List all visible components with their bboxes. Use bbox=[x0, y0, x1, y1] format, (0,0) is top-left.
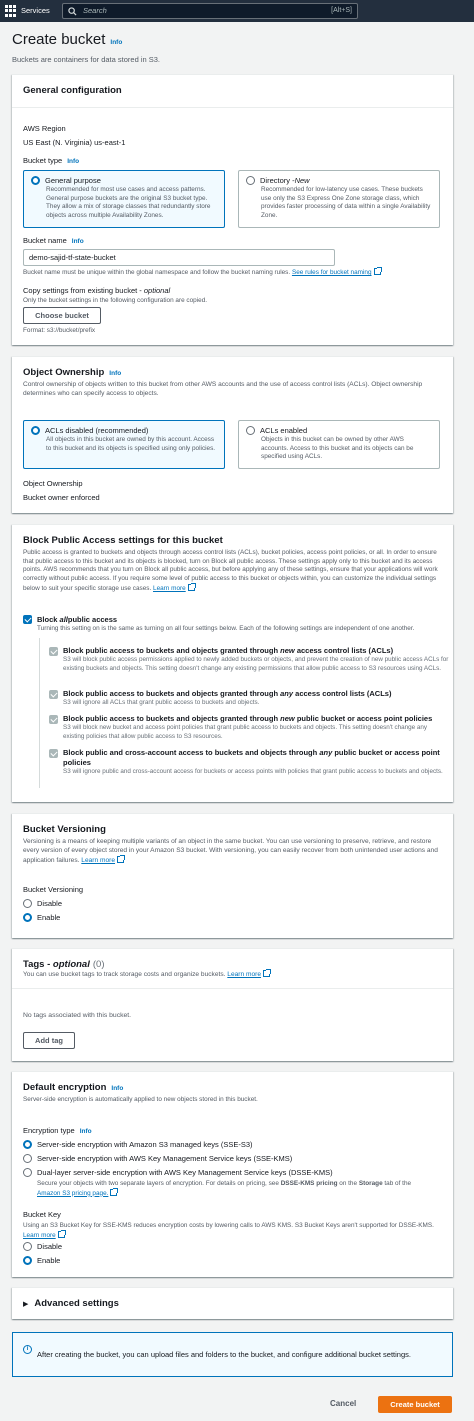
bucket-versioning-panel bbox=[12, 813, 453, 938]
format-hint: Format: s3://bucket/prefix bbox=[23, 327, 96, 334]
bucket-key-disable-option[interactable] bbox=[23, 1242, 62, 1252]
tags-count: (0) bbox=[92, 959, 105, 970]
directory-description: Recommended for low-latency use cases. These buckets use only the S3 Express One Zone storage class, which provides faster processing of data within a single Availability Zone. bbox=[261, 185, 431, 220]
block-any-policies-description: S3 will ignore public and cross-account access for buckets or access points with policies that grant public access to buckets and objects. bbox=[63, 767, 443, 775]
external-link-icon bbox=[110, 1189, 117, 1196]
bucket-key-enable-radio[interactable] bbox=[23, 1256, 32, 1265]
bucket-key-disable-label: Disable bbox=[37, 1242, 63, 1251]
bucket-name-label-text: Bucket name bbox=[23, 236, 67, 245]
page-info-link[interactable]: Info bbox=[110, 39, 123, 46]
block-new-acls-setting bbox=[49, 646, 449, 673]
block-public-access-description-text: Public access is granted to buckets and objects through access control lists (ACLs), bucket policies, access point policies, or all. In order to ensure that public access to this bucket and its objects is blocked, turn on Block all public access. These settings apply only to this bucket and its access points. AWS recommends that you turn on Block all public access, but before applying any of these settings, ensure that your applications will work correctly without public access. If you require some level of public access to this bucket or objects within, you can customize the individual settings below to suit your specific storage use cases. bbox=[23, 549, 438, 592]
block-any-acls-checkbox bbox=[49, 690, 58, 699]
bucket-key-label: Bucket Key bbox=[23, 1210, 61, 1219]
block-any-acls-description: S3 will ignore all ACLs that grant public access to buckets and objects. bbox=[63, 699, 260, 706]
block-all-public-access-checkbox[interactable] bbox=[23, 615, 32, 624]
external-link-icon bbox=[117, 856, 124, 863]
directory-title: Directory - bbox=[260, 176, 295, 185]
object-ownership-info-link[interactable]: Info bbox=[109, 370, 122, 377]
block-all-label-post: public access bbox=[67, 615, 118, 624]
add-tag-button[interactable]: Add tag bbox=[23, 1032, 75, 1049]
bucket-type-label bbox=[23, 156, 79, 166]
versioning-enable-label: Enable bbox=[37, 913, 61, 922]
bucket-name-input[interactable]: demo-sajid-tf-state-bucket bbox=[23, 249, 335, 266]
services-menu[interactable]: Services bbox=[21, 6, 50, 16]
acls-enabled-description: Objects in this bucket can be owned by other AWS accounts. Access to this bucket and its objects can be specified using ACLs. bbox=[261, 435, 414, 461]
block-new-acls-label-pre: Block public access to buckets and objects granted through bbox=[63, 646, 281, 655]
object-ownership-value: Bucket owner enforced bbox=[23, 493, 100, 502]
sse-s3-label: Server-side encryption with Amazon S3 managed keys (SSE-S3) bbox=[37, 1140, 253, 1149]
tags-optional: optional bbox=[52, 959, 90, 970]
block-public-access-learn-more-link[interactable]: Learn more bbox=[153, 584, 186, 592]
aws-region-label: AWS Region bbox=[23, 124, 66, 133]
versioning-enable-option[interactable] bbox=[23, 913, 60, 923]
copy-settings-label-text: Copy settings from existing bucket - bbox=[23, 286, 144, 295]
info-icon: i bbox=[23, 1345, 32, 1354]
bucket-key-description bbox=[23, 1222, 443, 1240]
acls-disabled-description: All objects in this bucket are owned by this account. Access to this bucket and its objects is specified using only policies. bbox=[46, 435, 216, 452]
tags-learn-more-link[interactable]: Learn more bbox=[227, 971, 262, 978]
bucket-versioning-title: Bucket Versioning bbox=[23, 824, 106, 835]
search-placeholder: Search bbox=[83, 6, 107, 16]
advanced-settings-title: Advanced settings bbox=[34, 1298, 119, 1309]
block-new-acls-label-post: access control lists (ACLs) bbox=[294, 646, 394, 655]
block-new-policies-description: S3 will block new bucket and access point policies that grant public access to buckets and objects. This setting doesn't change any existing policies that allow public access to S3 resources. bbox=[63, 724, 428, 740]
tags-empty-message: No tags associated with this bucket. bbox=[23, 1012, 132, 1019]
copy-settings-optional: optional bbox=[143, 286, 171, 295]
external-link-icon bbox=[263, 970, 270, 977]
general-purpose-title: General purpose bbox=[45, 176, 101, 185]
settings-divider-line bbox=[39, 638, 40, 788]
services-grid-icon[interactable] bbox=[5, 5, 17, 17]
block-public-access-title: Block Public Access settings for this bucket bbox=[23, 535, 223, 546]
block-public-access-description bbox=[23, 549, 443, 594]
encryption-type-label bbox=[23, 1126, 92, 1136]
sse-kms-radio[interactable] bbox=[23, 1154, 32, 1163]
block-any-acls-label-pre: Block public access to buckets and objects granted through bbox=[63, 689, 281, 698]
acls-enabled-option[interactable] bbox=[238, 420, 440, 469]
encryption-type-label-text: Encryption type bbox=[23, 1126, 75, 1135]
acls-enabled-title: ACLs enabled bbox=[260, 426, 308, 435]
acls-disabled-title: ACLs disabled (recommended) bbox=[45, 426, 149, 435]
block-any-policies-checkbox bbox=[49, 749, 58, 758]
default-encryption-title-text: Default encryption bbox=[23, 1082, 107, 1093]
page-title-text: Create bucket bbox=[12, 31, 106, 48]
bucket-naming-rules-link[interactable]: See rules for bucket naming bbox=[291, 269, 372, 276]
general-configuration-panel bbox=[12, 74, 453, 345]
block-new-policies-label-em: new bbox=[280, 714, 295, 723]
sse-kms-label: Server-side encryption with AWS Key Management Service keys (SSE-KMS) bbox=[37, 1154, 293, 1163]
block-new-policies-setting bbox=[49, 714, 449, 741]
object-ownership-description: Control ownership of objects written to this bucket from other AWS accounts and the use of access control lists (ACLs). Object ownership determines who can specify access to objects. bbox=[23, 381, 423, 397]
dsse-desc-part2: on the bbox=[337, 1180, 359, 1187]
info-flash-message bbox=[12, 1332, 453, 1377]
general-purpose-description: Recommended for most use cases and access patterns. General purpose buckets are the original S3 bucket type. They allow a mix of storage classes that redundantly store objects across multiple Availability Zones. bbox=[46, 185, 211, 220]
object-ownership-label: Object Ownership bbox=[23, 479, 83, 488]
acls-enabled-radio[interactable] bbox=[246, 426, 255, 435]
dsse-kms-description bbox=[37, 1180, 445, 1198]
sse-kms-option[interactable] bbox=[23, 1154, 292, 1164]
directory-option[interactable] bbox=[238, 170, 440, 228]
block-new-acls-label-em: new bbox=[280, 646, 295, 655]
bucket-type-label-text: Bucket type bbox=[23, 156, 63, 165]
bucket-type-info-link[interactable]: Info bbox=[67, 158, 80, 165]
copy-settings-description: Only the bucket settings in the following configuration are copied. bbox=[23, 297, 208, 304]
cancel-button[interactable]: Cancel bbox=[330, 1399, 357, 1408]
block-new-policies-label-post: public bucket or access point policies bbox=[294, 714, 433, 723]
acls-disabled-option[interactable] bbox=[23, 420, 225, 469]
aws-region-value: US East (N. Virginia) us-east-1 bbox=[23, 138, 126, 147]
page-title bbox=[12, 30, 122, 50]
choose-bucket-button[interactable]: Choose bucket bbox=[23, 307, 101, 324]
tags-description-text: You can use bucket tags to track storage costs and organize buckets. bbox=[23, 971, 226, 978]
bucket-name-hint bbox=[23, 268, 443, 278]
directory-new-tag: New bbox=[294, 176, 310, 185]
sse-s3-radio[interactable] bbox=[23, 1140, 32, 1149]
versioning-disable-label: Disable bbox=[37, 899, 63, 908]
default-encryption-description: Server-side encryption is automatically applied to new objects stored in this bucket. bbox=[23, 1096, 258, 1103]
s3-pricing-page-link[interactable]: Amazon S3 pricing page. bbox=[37, 1189, 109, 1197]
bucket-name-info-link[interactable]: Info bbox=[71, 238, 84, 245]
dsse-kms-radio[interactable] bbox=[23, 1168, 32, 1177]
bucket-versioning-description-text: Versioning is a means of keeping multiple variants of an object in the same bucket. You can use versioning to preserve, retrieve, and restore every version of every object stored in your Amazon S3 bucket. With versioning, you can easily recover from both unintended user actions and application failures. bbox=[23, 838, 438, 864]
block-new-policies-label-pre: Block public access to buckets and objects granted through bbox=[63, 714, 281, 723]
directory-radio[interactable] bbox=[246, 176, 255, 185]
block-new-acls-description: S3 will block public access permissions applied to newly added buckets or objects, and prevent the creation of new public access ACLs for existing buckets and objects. This setting doesn't change any existing permissions that allow public access to S3 resources using ACLs. bbox=[63, 656, 449, 672]
block-all-public-access-setting[interactable] bbox=[23, 615, 443, 633]
block-any-policies-label-em: any bbox=[319, 748, 333, 757]
block-any-acls-label-em: any bbox=[280, 689, 294, 698]
dsse-kms-label: Dual-layer server-side encryption with AWS Key Management Service keys (DSSE-KMS) bbox=[37, 1168, 333, 1177]
bucket-versioning-label: Bucket Versioning bbox=[23, 885, 84, 894]
bucket-key-learn-more-link[interactable]: Learn more bbox=[23, 1231, 56, 1239]
block-public-access-panel bbox=[12, 524, 453, 802]
bucket-versioning-description bbox=[23, 838, 443, 866]
tags-panel bbox=[12, 948, 453, 1061]
bucket-key-description-text: Using an S3 Bucket Key for SSE-KMS reduces encryption costs by lowering calls to AWS KMS. S3 Bucket Keys aren't supported for DSSE-KMS. bbox=[23, 1222, 434, 1229]
object-ownership-panel bbox=[12, 356, 453, 513]
page-description: Buckets are containers for data stored in S3. bbox=[12, 55, 160, 64]
bucket-key-disable-radio[interactable] bbox=[23, 1242, 32, 1251]
block-all-label-pre: Block bbox=[37, 615, 58, 624]
bucket-key-enable-label: Enable bbox=[37, 1256, 61, 1265]
general-purpose-option[interactable] bbox=[23, 170, 225, 228]
search-icon bbox=[68, 7, 77, 16]
dsse-desc-part1: Secure your objects with two separate layers of encryption. For details on pricing, see bbox=[37, 1180, 281, 1187]
block-new-policies-checkbox bbox=[49, 715, 58, 724]
block-any-acls-setting bbox=[49, 689, 449, 708]
tags-title-text: Tags - bbox=[23, 959, 51, 970]
external-link-icon bbox=[374, 268, 381, 275]
default-encryption-panel bbox=[12, 1071, 453, 1277]
acls-disabled-radio[interactable] bbox=[31, 426, 40, 435]
block-any-acls-label-post: access control lists (ACLs) bbox=[293, 689, 392, 698]
copy-settings-label bbox=[23, 286, 170, 296]
bucket-name-hint-text: Bucket name must be unique within the global namespace and follow the bucket naming rules. bbox=[23, 269, 291, 276]
block-new-acls-checkbox bbox=[49, 647, 58, 656]
encryption-type-info-link[interactable]: Info bbox=[79, 1128, 92, 1135]
search-input[interactable] bbox=[62, 3, 358, 19]
sse-s3-option[interactable] bbox=[23, 1140, 253, 1150]
advanced-settings-panel[interactable] bbox=[12, 1287, 453, 1319]
versioning-disable-option[interactable] bbox=[23, 899, 62, 909]
create-bucket-button[interactable]: Create bucket bbox=[378, 1396, 452, 1413]
object-ownership-title-text: Object Ownership bbox=[23, 367, 105, 378]
versioning-disable-radio[interactable] bbox=[23, 899, 32, 908]
default-encryption-info-link[interactable]: Info bbox=[111, 1085, 124, 1092]
dsse-kms-option[interactable] bbox=[23, 1168, 333, 1178]
search-shortcut-hint: [Alt+S] bbox=[331, 7, 352, 15]
tags-description bbox=[23, 970, 270, 980]
versioning-enable-radio[interactable] bbox=[23, 913, 32, 922]
block-all-label-em: all bbox=[59, 615, 68, 624]
block-any-policies-setting bbox=[49, 748, 449, 776]
caret-right-icon: ▶ bbox=[23, 1300, 29, 1308]
dsse-desc-bold2: Storage bbox=[358, 1180, 383, 1187]
external-link-icon bbox=[188, 584, 195, 591]
block-any-policies-label-post: public bucket or access point policies bbox=[63, 748, 440, 767]
block-any-policies-label-pre: Block public and cross-account access to buckets and objects through bbox=[63, 748, 320, 757]
dsse-desc-part3: tab of the bbox=[382, 1180, 412, 1187]
general-configuration-title: General configuration bbox=[23, 85, 122, 96]
external-link-icon bbox=[58, 1231, 65, 1238]
bucket-name-label bbox=[23, 236, 84, 246]
bucket-key-enable-option[interactable] bbox=[23, 1256, 60, 1266]
dsse-desc-bold: DSSE-KMS pricing bbox=[280, 1180, 338, 1187]
advanced-settings-toggle[interactable] bbox=[23, 1298, 119, 1310]
block-all-public-access-description: Turning this setting on is the same as turning on all four settings below. Each of the following settings are independent of one another. bbox=[37, 624, 415, 632]
general-purpose-radio[interactable] bbox=[31, 176, 40, 185]
info-flash-text: After creating the bucket, you can upload files and folders to the bucket, and configure additional bucket settings. bbox=[37, 1349, 411, 1359]
bucket-versioning-learn-more-link[interactable]: Learn more bbox=[81, 856, 116, 864]
